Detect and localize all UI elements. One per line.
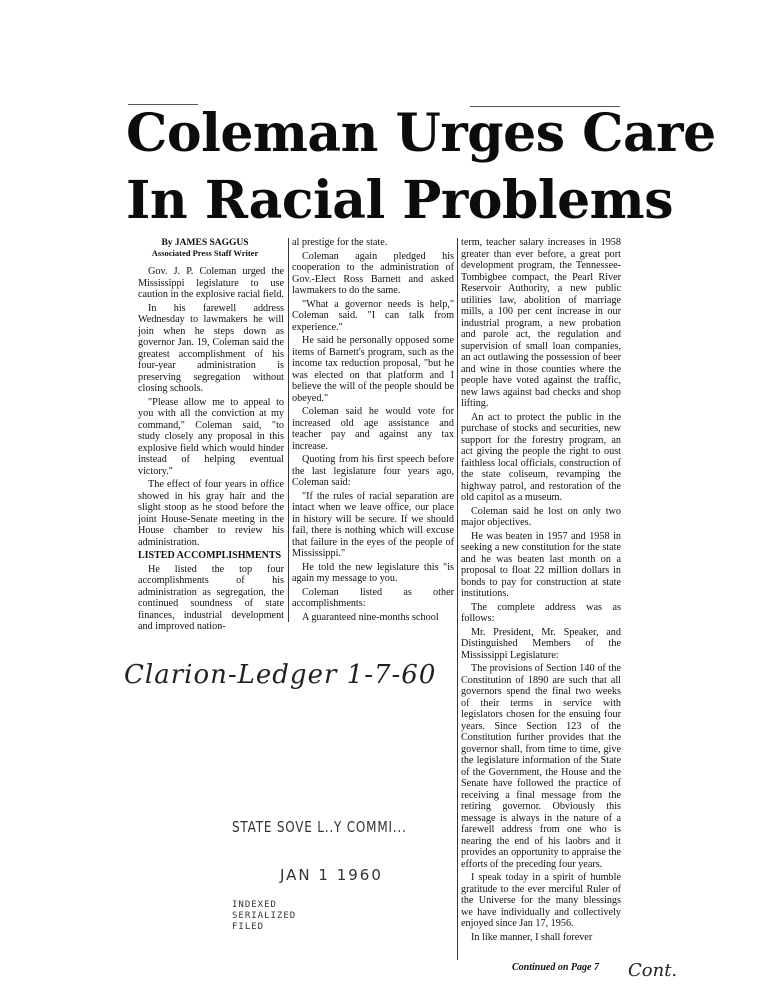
column-divider-2 [457, 238, 458, 960]
index-label-serialized: SERIALIZED [232, 911, 297, 921]
col2-paragraph: "What a governor needs is help," Coleman said. "I can talk from experience." [292, 298, 454, 333]
received-stamp [232, 808, 407, 884]
col3-paragraph: He was beaten in 1957 and 1958 in seeking a new constitution for the state and he was beaten last month on a proposal to float 22 million dollars in bonds to pay for construction at state institutions. [461, 530, 621, 599]
col3-paragraph: Mr. President, Mr. Speaker, and Distinguished Members of the Mississippi Legislature: [461, 626, 621, 661]
col3-paragraph: In like manner, I shall forever [471, 931, 593, 943]
column-divider-1 [288, 238, 289, 622]
headline-line-1: Coleman Urges Care [126, 103, 716, 164]
column-1 [138, 266, 284, 635]
index-label-indexed: INDEXED [232, 900, 277, 910]
col2-paragraph: He said he personally opposed some items of Barnett's program, such as the income tax reduction proposal, "but he was elected on that platform and I believe the will of the people should be obeyed." [292, 335, 454, 404]
byline-affiliation: Associated Press Staff Writer [151, 248, 259, 258]
continued-line: Continued on Page 7 [512, 962, 599, 973]
headline-line-2: In Racial Problems [126, 170, 673, 231]
col1-paragraph: He listed the top four accomplishments of his administration as segregation, the continued soundness of state finances, industrial development and improved nation- [138, 563, 284, 632]
stamp-agency: STATE SOVE L..Y COMMI... [232, 818, 407, 836]
col2-paragraph: Coleman said he would vote for increased old age assistance and teacher pay and against any tax increase. [292, 406, 454, 452]
col1-paragraph: Gov. J. P. Coleman urged the Mississippi legislature to use caution in the explosive racial field. [138, 266, 284, 300]
index-label-filed: FILED [232, 922, 265, 932]
col2-paragraph: al prestige for the state. [292, 237, 388, 248]
col1-paragraph: In his farewell address Wednesday to lawmakers he will join when he steps down as governor Jan. 19, Coleman said the greatest accomplishment of his four-year administration is preserving segregation without closing schools. [138, 302, 284, 394]
col3-paragraph: Coleman said he lost on only two major objectives. [461, 505, 621, 528]
byline [130, 238, 280, 258]
col2-paragraph: A guaranteed nine-months school [302, 611, 439, 623]
index-labels [232, 900, 296, 933]
source-annotation: Clarion-Ledger 1-7-60 [124, 660, 437, 690]
column-3 [461, 237, 621, 945]
byline-author: By JAMES SAGGUS [161, 238, 249, 248]
col3-paragraph: I speak today in a spirit of humble gratitude to the ever merciful Ruler of the Universe for the many blessings we have individually and collectively enjoyed since Jan 17, 1956. [461, 872, 621, 929]
col2-paragraph: Coleman again pledged his cooperation to the administration of Gov.-Elect Ross Barnett and asked lawmakers to do the same. [292, 250, 454, 296]
col3-paragraph: The complete address was as follows: [461, 601, 621, 624]
col2-paragraph: He told the new legislature this "is again my message to you. [292, 561, 454, 584]
stamp-date: JAN 1 1960 [280, 866, 383, 884]
col3-paragraph: The provisions of Section 140 of the Constitution of 1890 are such that all governors spend the final two weeks of their terms in service with legislators chosen for the ensuing four years. Since Section 123 of the Constitution further provides that the governor shall, from time to time, give the legislature information of the State of the Government, the House and the Senate have followed the practice of receiving a final message from the retiring governor. Obviously this message is always in the nature of a farewell address from one who is nearing the end of his laobrs and it provides an opportunity to appraise the efforts of the preceding four years. [461, 663, 621, 870]
col3-paragraph: term, teacher salary increases in 1958 greater than ever before, a great port development program, the Tennessee-Tombigbee compact, the Pearl River Reservoir Authority, a new public utilities law, abolition of marriage mills, a 100 per cent increase in our industrial program, a new probation and parole act, the regulation and supervision of small loan companies, an act outlawing the possession of beer and wine in those counties where the people have voted against the traffic, new laws against bad checks and shop lifting. [461, 237, 621, 409]
cont-annotation: Cont. [628, 960, 678, 981]
col2-paragraph: "If the rules of racial separation are intact when we leave office, our place in history will be secure. If we should fail, there is nothing which will excuse that failure in the eyes of the people of Mississippi." [292, 490, 454, 559]
col3-paragraph: An act to protect the public in the purchase of stocks and securities, new support for the forestry program, an act giving the people the right to oust faithless local officials, construction of the state coliseum, revamping the highway patrol, and restoration of the old capitol as a museum. [461, 411, 621, 503]
col2-paragraph: Quoting from his first speech before the last legislature four years ago, Coleman said: [292, 454, 454, 488]
col1-paragraph: "Please allow me to appeal to you with all the conviction at my command," Coleman said, "to study closely any proposal in this explosive field which would hinder instead of helping eventual victory." [138, 396, 284, 477]
col2-paragraph: Coleman listed as other accomplishments: [292, 586, 454, 609]
column-2 [292, 237, 454, 625]
col1-paragraph: The effect of four years in office showed in his gray hair and the slight stoop as he stood before the joint House-Senate meeting in the House chamber to review his administration. [138, 479, 284, 548]
col1-subhead: LISTED ACCOMPLISHMENTS [138, 550, 282, 561]
